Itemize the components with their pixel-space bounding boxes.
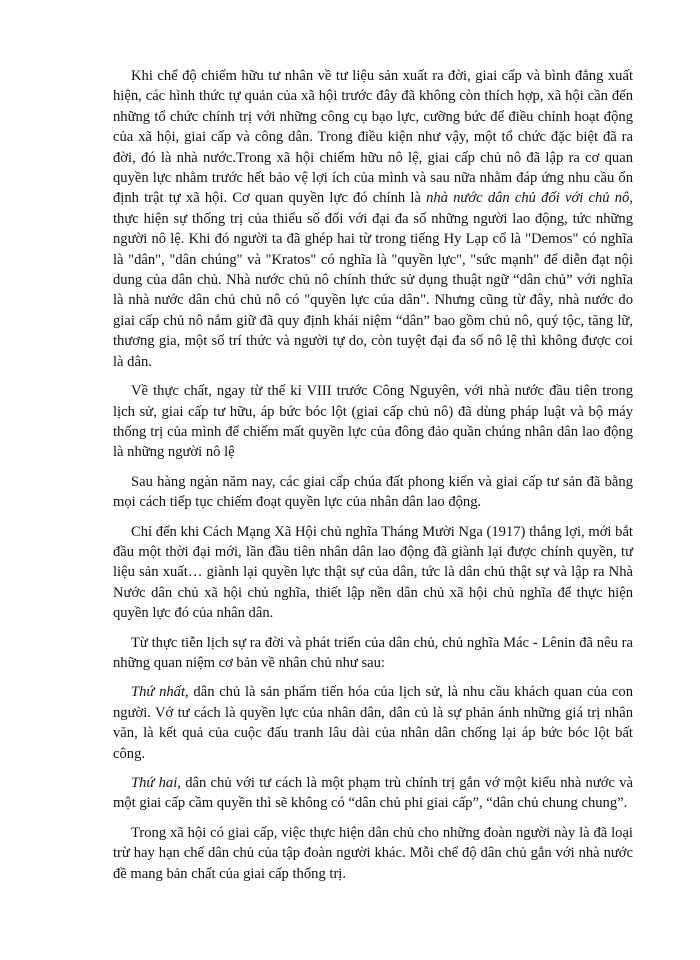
- paragraph-marxist-view-intro: [113, 633, 633, 674]
- paragraph-first-point: [113, 682, 633, 764]
- document-page: [113, 66, 633, 884]
- paragraph-text: Trong xã hội có giai cấp, việc thực hiện dân chủ cho những đoàn người này là đã loại trừ hay hạn chế dân chủ của tập đoàn người khác. Mỗi chế độ dân chủ gắn với nhà nước đề mang bản chất của giai cấp thống trị.: [113, 824, 633, 882]
- paragraph-october-revolution: [113, 522, 633, 624]
- paragraph-text: Khi chế độ chiếm hữu tư nhân về tư liệu sản xuất ra đời, giai cấp và bình đẳng xuất hiện, các hình thức tự quản của xã hội trước đây đã không còn thích hợp, xã hội cần đến những tổ chức chính trị với những công cụ bạo lực, cưỡng bức để điều chỉnh hoạt động của xã hội, giai cấp và công dân. Trong điều kiện như vậy, một tổ chức đặc biệt đã ra đời, đó là nhà nước.Trong xã hội chiếm hữu nô lệ, giai cấp chủ nô đã lập ra cơ quan quyền lực nhằm trước hết bảo vệ lợi ích của mình và sau nữa nhằm đáp ứng nhu cầu ổn định trật tự xã hội. Cơ quan quyền lực đó chính là: [113, 68, 633, 207]
- paragraph-text: , dân chủ với tư cách là một phạm trù chính trị gắn vớ một kiểu nhà nước và một giai cấp cầm quyền thì sẽ không có “dân chủ phi giai cấp”, “dân chủ chung chung”.: [113, 775, 634, 812]
- paragraph-text: Sau hàng ngàn năm nay, các giai cấp chúa đất phong kiến và giai cấp tư sản đã bằng mọi cách tiếp tục chiếm đoạt quyền lực của nhân dân lao động.: [113, 473, 633, 511]
- paragraph-text: , dân chủ là sản phẩm tiến hóa của lịch sử, là nhu cầu khách quan của con người. Vớ tư cách là quyền lực của nhân dân, dân củ là sự phản ánh những giá trị nhân văn, là kết quả của cuộc đấu tranh lâu dài của nhân dân chống lại áp bức bóc lột bất công.: [113, 684, 634, 762]
- paragraph-text: Chỉ đến khi Cách Mạng Xã Hội chủ nghĩa Tháng Mười Nga (1917) thắng lợi, mới bắt đầu một thời đại mới, lần đầu tiên nhân dân lao động đã giành lại được chính quyền, tư liệu sản xuất… giành lại quyền lực thật sự của dân, tức là dân chủ thật sự và lập ra Nhà Nước dân chủ xã hội chủ nghĩa, thiết lập nền dân chủ xã hội chủ nghĩa để thực hiện quyền lực đó của nhân dân.: [113, 523, 633, 622]
- emphasis-text: nhà nước dân chủ đối với chủ nô: [426, 190, 630, 207]
- paragraph-text: , thực hiện sự thống trị của thiểu số đối với đại đa số những người lao động, tức những người nô lệ. Khi đó người ta đã ghép hai từ trong tiếng Hy Lạp cổ là "Demos" có nghĩa là "dân", "dân chúng" và "Kratos" có nghĩa là "quyền lực", "sức mạnh" để diễn đạt nội dung của dân chủ. Nhà nước chủ nô chính thức sử dụng thuật ngữ “dân chủ” với nghĩa là nhà nước dân chủ chủ nô có "quyền lực của dân". Nhưng cũng từ đây, nhà nước do giai cấp chủ nô nắm giữ đã quy định khái niệm “dân” bao gồm chủ nô, quý tộc, tăng lữ, thương gia, một số trí thức và người tự do, còn tuyệt đại đa số nô lệ thì không được coi là dân.: [113, 190, 633, 370]
- paragraph-second-point: [113, 773, 633, 814]
- paragraph-essence: [113, 381, 633, 463]
- emphasis-text: Thứ nhất: [131, 684, 186, 701]
- paragraph-origin-of-democracy: [113, 66, 633, 372]
- paragraph-text: Từ thực tiễn lịch sự ra đời và phát triển của dân chủ, chủ nghĩa Mác - Lênin đã nêu ra những quan niệm cơ bản về nhân chủ như sau:: [113, 634, 633, 671]
- paragraph-text: Về thực chất, ngay từ thế kỉ VIII trước Công Nguyên, với nhà nước đầu tiên trong lịch sử, giai cấp tư hữu, áp bức bóc lột (giai cấp chủ nô) đã dùng pháp luật và bộ máy thống trị của mình để chiếm mất quyền lực của đông đảo quần chúng nhân dân lao động là những người nô lệ: [113, 383, 633, 461]
- emphasis-text: Thứ hai: [131, 775, 178, 791]
- paragraph-class-society: [113, 823, 633, 884]
- paragraph-feudal-bourgeois: [113, 472, 633, 513]
